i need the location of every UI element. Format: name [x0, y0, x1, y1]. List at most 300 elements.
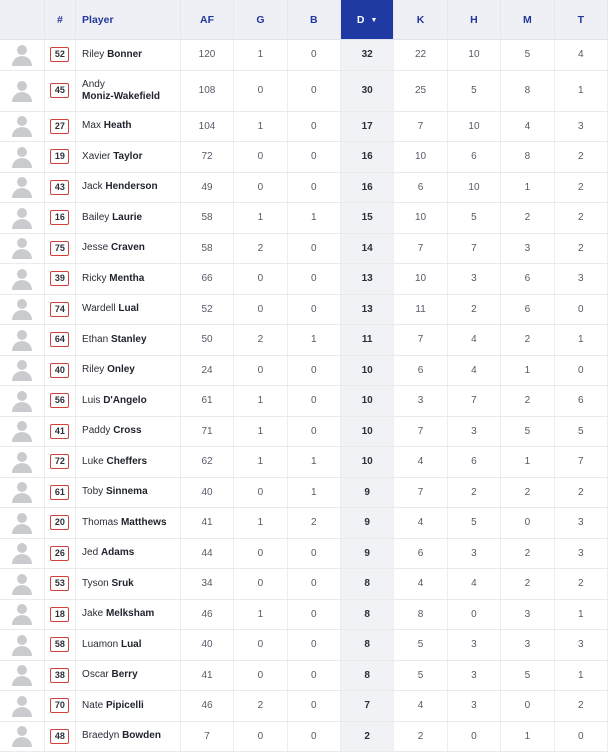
- kicks-cell: 7: [394, 233, 447, 264]
- person-silhouette-icon: [11, 237, 33, 259]
- goals-cell: 1: [234, 447, 287, 478]
- player-first-name: Luke: [82, 455, 104, 467]
- player-first-name: Max: [82, 120, 101, 132]
- header-disposals-sorted[interactable]: [340, 0, 393, 40]
- af-cell: 49: [180, 172, 233, 203]
- header-avatar: [0, 0, 44, 40]
- goals-cell: 2: [234, 325, 287, 356]
- goals-cell: 0: [234, 142, 287, 173]
- tackles-cell: 0: [554, 355, 607, 386]
- jersey-number: 16: [50, 210, 69, 225]
- tackles-cell: 1: [554, 70, 607, 111]
- table-row[interactable]: [0, 447, 608, 478]
- goals-cell: 1: [234, 386, 287, 417]
- disposals-cell: 32: [340, 40, 393, 71]
- af-cell: 58: [180, 203, 233, 234]
- af-cell: 7: [180, 721, 233, 752]
- af-cell: 61: [180, 386, 233, 417]
- header-kicks[interactable]: K: [394, 0, 447, 40]
- jersey-number: 61: [50, 485, 69, 500]
- table-row[interactable]: [0, 386, 608, 417]
- player-last-name: Moniz-Wakefield: [82, 90, 161, 102]
- player-last-name: Pipicelli: [105, 699, 144, 711]
- behinds-cell: 0: [287, 70, 340, 111]
- table-row[interactable]: [0, 416, 608, 447]
- player-first-name: Riley: [82, 48, 105, 60]
- jersey-number: 48: [50, 729, 69, 744]
- jersey-number: 19: [50, 149, 69, 164]
- handballs-cell: 5: [447, 70, 500, 111]
- disposals-cell: 14: [340, 233, 393, 264]
- disposals-cell: 15: [340, 203, 393, 234]
- player-last-name: Matthews: [120, 516, 167, 528]
- player-first-name: Oscar: [82, 669, 109, 681]
- player-first-name: Luamon: [82, 638, 119, 650]
- behinds-cell: 0: [287, 142, 340, 173]
- behinds-cell: 0: [287, 355, 340, 386]
- marks-cell: 3: [501, 599, 554, 630]
- table-row[interactable]: [0, 569, 608, 600]
- player-first-name: Riley: [82, 364, 105, 376]
- af-cell: 40: [180, 630, 233, 661]
- sort-caret-down-icon: ▼: [370, 16, 378, 24]
- jersey-number: 38: [50, 668, 69, 683]
- kicks-cell: 7: [394, 416, 447, 447]
- player-last-name: Cheffers: [106, 455, 148, 467]
- marks-cell: 0: [501, 691, 554, 722]
- jersey-number-cell: [44, 691, 75, 722]
- behinds-cell: 0: [287, 691, 340, 722]
- avatar-cell: [0, 447, 44, 478]
- kicks-cell: 5: [394, 630, 447, 661]
- tackles-cell: 3: [554, 508, 607, 539]
- table-row[interactable]: [0, 630, 608, 661]
- player-name-cell[interactable]: [76, 599, 181, 630]
- avatar-cell: [0, 233, 44, 264]
- header-disposals-label: D: [356, 13, 365, 26]
- jersey-number-cell: [44, 294, 75, 325]
- disposals-cell: 8: [340, 569, 393, 600]
- header-tackles[interactable]: T: [554, 0, 607, 40]
- kicks-cell: 4: [394, 569, 447, 600]
- player-last-name: Sinnema: [105, 486, 148, 498]
- marks-cell: 1: [501, 447, 554, 478]
- player-name-cell[interactable]: [76, 660, 181, 691]
- behinds-cell: 1: [287, 203, 340, 234]
- tackles-cell: 2: [554, 569, 607, 600]
- behinds-cell: 2: [287, 508, 340, 539]
- jersey-number: 43: [50, 180, 69, 195]
- marks-cell: 1: [501, 355, 554, 386]
- marks-cell: 2: [501, 386, 554, 417]
- table-row[interactable]: [0, 264, 608, 295]
- person-silhouette-icon: [11, 115, 33, 137]
- marks-cell: 2: [501, 477, 554, 508]
- marks-cell: 0: [501, 508, 554, 539]
- handballs-cell: 0: [447, 599, 500, 630]
- player-first-name: Jed: [82, 547, 99, 559]
- table-row[interactable]: [0, 721, 608, 752]
- handballs-cell: 7: [447, 233, 500, 264]
- tackles-cell: 3: [554, 111, 607, 142]
- avatar-cell: [0, 691, 44, 722]
- person-silhouette-icon: [11, 481, 33, 503]
- disposals-cell: 17: [340, 111, 393, 142]
- af-cell: 66: [180, 264, 233, 295]
- person-silhouette-icon: [11, 664, 33, 686]
- person-silhouette-icon: [11, 725, 33, 747]
- af-cell: 71: [180, 416, 233, 447]
- jersey-number: 18: [50, 607, 69, 622]
- jersey-number: 45: [50, 83, 69, 98]
- kicks-cell: 5: [394, 660, 447, 691]
- jersey-number-cell: [44, 477, 75, 508]
- disposals-cell: 8: [340, 660, 393, 691]
- goals-cell: 0: [234, 477, 287, 508]
- person-silhouette-icon: [11, 390, 33, 412]
- avatar-cell: [0, 172, 44, 203]
- behinds-cell: 0: [287, 40, 340, 71]
- af-cell: 58: [180, 233, 233, 264]
- disposals-cell: 30: [340, 70, 393, 111]
- goals-cell: 1: [234, 599, 287, 630]
- jersey-number: 75: [50, 241, 69, 256]
- handballs-cell: 4: [447, 569, 500, 600]
- jersey-number: 70: [50, 698, 69, 713]
- behinds-cell: 0: [287, 660, 340, 691]
- kicks-cell: 25: [394, 70, 447, 111]
- player-name-cell[interactable]: [76, 233, 181, 264]
- marks-cell: 1: [501, 172, 554, 203]
- jersey-number: 64: [50, 332, 69, 347]
- disposals-cell: 16: [340, 142, 393, 173]
- handballs-cell: 3: [447, 630, 500, 661]
- jersey-number: 27: [50, 119, 69, 134]
- table-row[interactable]: [0, 691, 608, 722]
- avatar-cell: [0, 386, 44, 417]
- player-name-cell[interactable]: [76, 630, 181, 661]
- kicks-cell: 10: [394, 264, 447, 295]
- jersey-number: 39: [50, 271, 69, 286]
- behinds-cell: 0: [287, 416, 340, 447]
- goals-cell: 0: [234, 721, 287, 752]
- person-silhouette-icon: [11, 268, 33, 290]
- player-last-name: Bowden: [122, 730, 161, 742]
- handballs-cell: 6: [447, 447, 500, 478]
- table-row[interactable]: [0, 172, 608, 203]
- header-marks[interactable]: M: [501, 0, 554, 40]
- jersey-number: 56: [50, 393, 69, 408]
- table-row[interactable]: [0, 325, 608, 356]
- disposals-cell: 16: [340, 172, 393, 203]
- table-row[interactable]: [0, 538, 608, 569]
- player-name-cell[interactable]: [76, 325, 181, 356]
- avatar-cell: [0, 599, 44, 630]
- player-name-cell[interactable]: [76, 111, 181, 142]
- jersey-number-cell: [44, 447, 75, 478]
- kicks-cell: 7: [394, 477, 447, 508]
- goals-cell: 2: [234, 233, 287, 264]
- jersey-number-cell: [44, 416, 75, 447]
- jersey-number: 53: [50, 576, 69, 591]
- marks-cell: 5: [501, 660, 554, 691]
- player-name-cell[interactable]: [76, 721, 181, 752]
- disposals-cell: 8: [340, 599, 393, 630]
- goals-cell: 0: [234, 538, 287, 569]
- behinds-cell: 0: [287, 630, 340, 661]
- disposals-cell: 7: [340, 691, 393, 722]
- handballs-cell: 6: [447, 142, 500, 173]
- af-cell: 41: [180, 508, 233, 539]
- disposals-cell: 13: [340, 264, 393, 295]
- marks-cell: 8: [501, 142, 554, 173]
- jersey-number: 58: [50, 637, 69, 652]
- tackles-cell: 0: [554, 721, 607, 752]
- kicks-cell: 22: [394, 40, 447, 71]
- goals-cell: 1: [234, 416, 287, 447]
- header-af[interactable]: AF: [180, 0, 233, 40]
- player-first-name: Tyson: [82, 577, 109, 589]
- person-silhouette-icon: [11, 603, 33, 625]
- af-cell: 40: [180, 477, 233, 508]
- marks-cell: 8: [501, 70, 554, 111]
- header-number[interactable]: #: [44, 0, 75, 40]
- marks-cell: 6: [501, 264, 554, 295]
- behinds-cell: 0: [287, 172, 340, 203]
- kicks-cell: 4: [394, 508, 447, 539]
- player-name-cell[interactable]: [76, 40, 181, 71]
- goals-cell: 1: [234, 508, 287, 539]
- jersey-number-cell: [44, 599, 75, 630]
- player-first-name: Toby: [82, 486, 104, 498]
- goals-cell: 1: [234, 203, 287, 234]
- handballs-cell: 2: [447, 477, 500, 508]
- marks-cell: 2: [501, 325, 554, 356]
- jersey-number-cell: [44, 111, 75, 142]
- avatar-cell: [0, 325, 44, 356]
- table-row[interactable]: [0, 294, 608, 325]
- player-first-name: Jack: [82, 181, 103, 193]
- header-goals[interactable]: G: [234, 0, 287, 40]
- player-name-cell[interactable]: [76, 355, 181, 386]
- person-silhouette-icon: [11, 420, 33, 442]
- tackles-cell: 1: [554, 660, 607, 691]
- person-silhouette-icon: [11, 207, 33, 229]
- tackles-cell: 3: [554, 264, 607, 295]
- tackles-cell: 2: [554, 172, 607, 203]
- kicks-cell: 3: [394, 386, 447, 417]
- table-row[interactable]: [0, 203, 608, 234]
- handballs-cell: 2: [447, 294, 500, 325]
- tackles-cell: 3: [554, 630, 607, 661]
- avatar-cell: [0, 111, 44, 142]
- player-first-name: Thomas: [82, 516, 119, 528]
- player-name-cell[interactable]: [76, 416, 181, 447]
- disposals-cell: 9: [340, 508, 393, 539]
- behinds-cell: 0: [287, 386, 340, 417]
- player-first-name: Braedyn: [82, 730, 120, 742]
- avatar-cell: [0, 264, 44, 295]
- table-row[interactable]: [0, 508, 608, 539]
- tackles-cell: 7: [554, 447, 607, 478]
- player-name-cell[interactable]: [76, 142, 181, 173]
- player-last-name: Berry: [111, 669, 138, 681]
- avatar-cell: [0, 721, 44, 752]
- af-cell: 72: [180, 142, 233, 173]
- disposals-cell: 10: [340, 416, 393, 447]
- behinds-cell: 0: [287, 111, 340, 142]
- player-name-cell[interactable]: [76, 508, 181, 539]
- player-name-cell[interactable]: [76, 447, 181, 478]
- disposals-cell: 9: [340, 477, 393, 508]
- header-player[interactable]: Player: [76, 0, 181, 40]
- handballs-cell: 10: [447, 172, 500, 203]
- header-row: [0, 0, 608, 40]
- kicks-cell: 6: [394, 172, 447, 203]
- af-cell: 41: [180, 660, 233, 691]
- avatar-cell: [0, 508, 44, 539]
- table-row[interactable]: [0, 111, 608, 142]
- disposals-cell: 9: [340, 538, 393, 569]
- person-silhouette-icon: [11, 146, 33, 168]
- player-name-cell[interactable]: [76, 294, 181, 325]
- tackles-cell: 2: [554, 203, 607, 234]
- avatar-cell: [0, 294, 44, 325]
- table-row[interactable]: [0, 233, 608, 264]
- avatar-cell: [0, 70, 44, 111]
- person-silhouette-icon: [11, 44, 33, 66]
- person-silhouette-icon: [11, 573, 33, 595]
- avatar-cell: [0, 569, 44, 600]
- jersey-number-cell: [44, 325, 75, 356]
- marks-cell: 5: [501, 416, 554, 447]
- disposals-cell: 2: [340, 721, 393, 752]
- person-silhouette-icon: [11, 329, 33, 351]
- behinds-cell: 0: [287, 599, 340, 630]
- goals-cell: 0: [234, 569, 287, 600]
- goals-cell: 0: [234, 264, 287, 295]
- jersey-number-cell: [44, 70, 75, 111]
- player-name-cell[interactable]: [76, 691, 181, 722]
- handballs-cell: 3: [447, 416, 500, 447]
- table-row[interactable]: [0, 599, 608, 630]
- avatar-cell: [0, 40, 44, 71]
- tackles-cell: 6: [554, 386, 607, 417]
- tackles-cell: 2: [554, 691, 607, 722]
- player-name-cell[interactable]: [76, 203, 181, 234]
- goals-cell: 0: [234, 355, 287, 386]
- person-silhouette-icon: [11, 695, 33, 717]
- kicks-cell: 10: [394, 142, 447, 173]
- jersey-number: 26: [50, 546, 69, 561]
- kicks-cell: 6: [394, 538, 447, 569]
- jersey-number: 72: [50, 454, 69, 469]
- player-last-name: Taylor: [113, 150, 143, 162]
- goals-cell: 0: [234, 630, 287, 661]
- disposals-cell: 11: [340, 325, 393, 356]
- jersey-number: 41: [50, 424, 69, 439]
- af-cell: 46: [180, 599, 233, 630]
- disposals-cell: 13: [340, 294, 393, 325]
- jersey-number: 74: [50, 302, 69, 317]
- player-first-name: Xavier: [82, 150, 111, 162]
- jersey-number-cell: [44, 233, 75, 264]
- jersey-number-cell: [44, 142, 75, 173]
- disposals-cell: 8: [340, 630, 393, 661]
- avatar-cell: [0, 477, 44, 508]
- marks-cell: 1: [501, 721, 554, 752]
- kicks-cell: 8: [394, 599, 447, 630]
- player-name-cell[interactable]: [76, 569, 181, 600]
- header-behinds[interactable]: B: [287, 0, 340, 40]
- avatar-cell: [0, 630, 44, 661]
- tackles-cell: 4: [554, 40, 607, 71]
- player-name-cell[interactable]: [76, 70, 181, 111]
- af-cell: 46: [180, 691, 233, 722]
- avatar-cell: [0, 142, 44, 173]
- table-row[interactable]: [0, 660, 608, 691]
- kicks-cell: 6: [394, 355, 447, 386]
- header-handballs[interactable]: H: [447, 0, 500, 40]
- behinds-cell: 0: [287, 538, 340, 569]
- player-name-cell[interactable]: [76, 172, 181, 203]
- player-name-cell[interactable]: [76, 386, 181, 417]
- goals-cell: 0: [234, 172, 287, 203]
- goals-cell: 0: [234, 660, 287, 691]
- behinds-cell: 0: [287, 721, 340, 752]
- player-last-name: Sruk: [111, 577, 134, 589]
- handballs-cell: 7: [447, 386, 500, 417]
- af-cell: 44: [180, 538, 233, 569]
- behinds-cell: 1: [287, 325, 340, 356]
- player-first-name: Ethan: [82, 333, 109, 345]
- jersey-number-cell: [44, 660, 75, 691]
- behinds-cell: 1: [287, 477, 340, 508]
- table-row[interactable]: [0, 70, 608, 111]
- kicks-cell: 11: [394, 294, 447, 325]
- player-name-cell[interactable]: [76, 477, 181, 508]
- table-row[interactable]: [0, 40, 608, 71]
- player-last-name: Adams: [100, 547, 135, 559]
- tackles-cell: 2: [554, 233, 607, 264]
- table-row[interactable]: [0, 477, 608, 508]
- player-name-cell[interactable]: [76, 538, 181, 569]
- goals-cell: 0: [234, 294, 287, 325]
- af-cell: 34: [180, 569, 233, 600]
- behinds-cell: 1: [287, 447, 340, 478]
- player-first-name: Ricky: [82, 272, 107, 284]
- disposals-cell: 10: [340, 355, 393, 386]
- kicks-cell: 4: [394, 447, 447, 478]
- player-last-name: Stanley: [110, 333, 147, 345]
- af-cell: 50: [180, 325, 233, 356]
- af-cell: 104: [180, 111, 233, 142]
- player-last-name: Craven: [110, 242, 145, 254]
- player-name-cell[interactable]: [76, 264, 181, 295]
- disposals-cell: 10: [340, 386, 393, 417]
- handballs-cell: 3: [447, 660, 500, 691]
- player-first-name: Andy: [82, 78, 105, 90]
- person-silhouette-icon: [11, 359, 33, 381]
- player-last-name: Mentha: [109, 272, 145, 284]
- player-first-name: Luis: [82, 394, 101, 406]
- jersey-number-cell: [44, 569, 75, 600]
- af-cell: 52: [180, 294, 233, 325]
- table-row[interactable]: [0, 142, 608, 173]
- person-silhouette-icon: [11, 512, 33, 534]
- table-row[interactable]: [0, 355, 608, 386]
- jersey-number: 52: [50, 47, 69, 62]
